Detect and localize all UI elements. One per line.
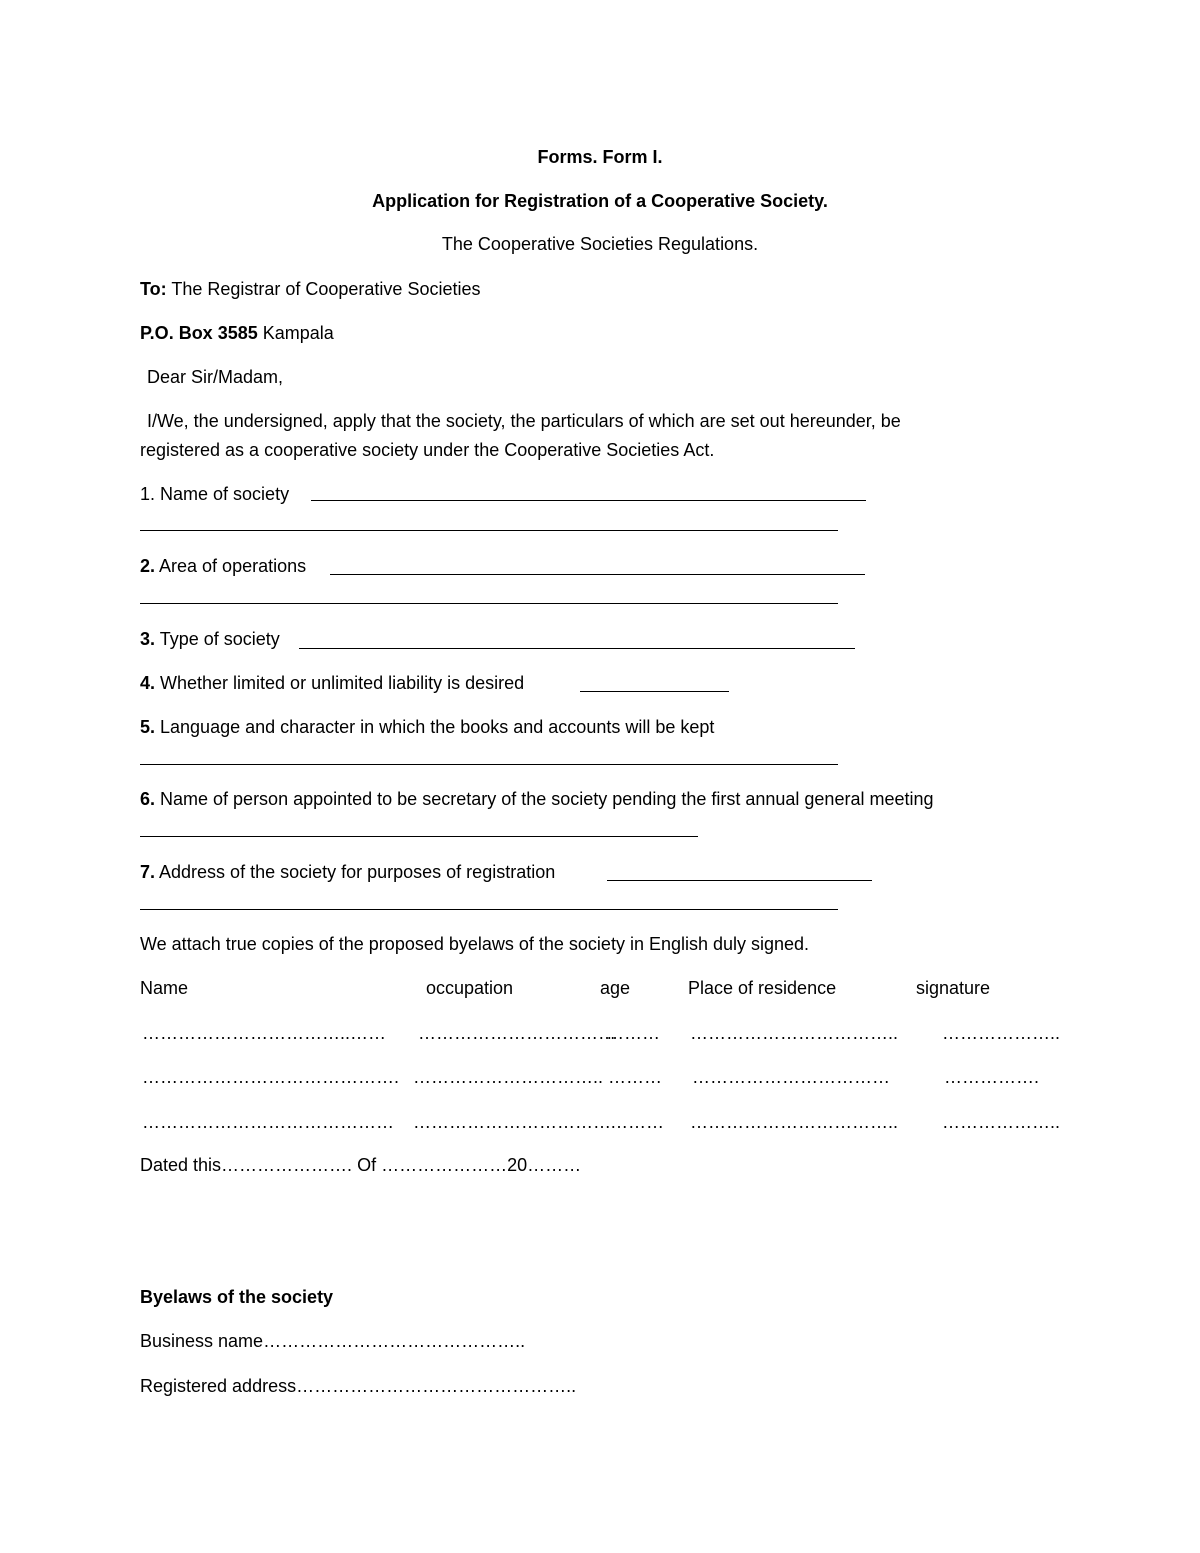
item-6-blank[interactable]	[140, 836, 698, 837]
item-7-label: Address of the society for purposes of registration	[155, 862, 556, 882]
item-3-number: 3.	[140, 629, 156, 649]
item-7-number: 7.	[140, 862, 156, 882]
col-header-age: age	[600, 978, 631, 998]
row-1-age[interactable]: ………	[606, 1023, 660, 1043]
item-5-label: Language and character in which the books and accounts will be kept	[155, 717, 715, 737]
application-title: Application for Registration of a Cooperative Society.	[372, 191, 828, 211]
po-box-line	[140, 322, 334, 344]
dated-line	[140, 1154, 581, 1176]
item-2-blank-1[interactable]	[330, 574, 865, 575]
row-2-residence[interactable]: ……………………………	[692, 1067, 890, 1087]
item-2	[140, 555, 306, 577]
intro-line-1: I/We, the undersigned, apply that the society, the particulars of which are set out hereunder, be	[147, 411, 901, 431]
row-3-name[interactable]: ……………………………………	[142, 1112, 394, 1132]
col-header-signature: signature	[916, 978, 991, 998]
item-7-blank-2[interactable]	[140, 909, 838, 910]
dated-year-prefix: 20	[507, 1155, 528, 1175]
item-1-blank-2[interactable]	[140, 530, 838, 531]
registered-address-label: Registered address	[140, 1376, 297, 1396]
dated-of: Of	[357, 1155, 377, 1175]
row-3-age[interactable]: ………	[610, 1112, 664, 1132]
row-3-residence[interactable]: ……………………………..	[690, 1112, 899, 1132]
row-1-name[interactable]: ……………………………..……	[142, 1023, 387, 1043]
row-3-signature[interactable]: ………………..	[942, 1112, 1061, 1132]
po-box-prefix: P.O. Box 3585	[140, 323, 258, 343]
item-4-label: Whether limited or unlimited liability is desired	[155, 673, 525, 693]
item-5-blank[interactable]	[140, 764, 838, 765]
to-line	[140, 278, 480, 300]
item-2-number: 2.	[140, 556, 156, 576]
row-2-occupation[interactable]: …………………………..	[413, 1067, 604, 1087]
byelaws-heading: Byelaws of the society	[140, 1287, 334, 1307]
item-3-label: Type of society	[155, 629, 280, 649]
row-3-occupation[interactable]: ……………………………	[413, 1112, 611, 1132]
item-3	[140, 628, 280, 650]
item-6-label: Name of person appointed to be secretary of the society pending the first annual general meeting	[155, 789, 934, 809]
col-header-residence: Place of residence	[688, 978, 837, 998]
form-title: Forms. Form I.	[537, 147, 663, 167]
registered-address-line	[140, 1375, 576, 1397]
row-2-name[interactable]: …………………………………….	[142, 1067, 400, 1087]
salutation: Dear Sir/Madam,	[147, 367, 284, 387]
intro-line-2: registered as a cooperative society under the Cooperative Societies Act.	[140, 440, 715, 460]
item-4-number: 4.	[140, 673, 156, 693]
to-text: The Registrar of Cooperative Societies	[166, 279, 481, 299]
business-name-label: Business name	[140, 1331, 264, 1351]
item-4	[140, 672, 524, 694]
item-6-number: 6.	[140, 789, 156, 809]
row-1-signature[interactable]: ………………..	[942, 1023, 1061, 1043]
row-1-occupation[interactable]: ……………………………	[418, 1023, 616, 1043]
item-6	[140, 788, 934, 810]
attach-statement: We attach true copies of the proposed byelaws of the society in English duly signed.	[140, 934, 810, 954]
item-1-number: 1.	[140, 484, 156, 504]
dated-prefix: Dated this	[140, 1155, 222, 1175]
col-header-occupation: occupation	[426, 978, 514, 998]
col-header-name: Name	[140, 978, 189, 998]
item-1	[140, 483, 289, 505]
row-1-residence[interactable]: ……………………………..	[690, 1023, 899, 1043]
dated-day-blank[interactable]: ………………….	[221, 1155, 358, 1175]
to-prefix: To:	[140, 279, 167, 299]
item-1-blank-1[interactable]	[311, 500, 866, 501]
registered-address-blank[interactable]: ………………………………………..	[296, 1376, 577, 1396]
item-2-label: Area of operations	[155, 556, 307, 576]
dated-month-blank[interactable]: …………………	[376, 1155, 508, 1175]
item-7-blank-1[interactable]	[607, 880, 872, 881]
row-2-signature[interactable]: …………….	[944, 1067, 1040, 1087]
item-1-label: Name of society	[155, 484, 290, 504]
dated-year-blank[interactable]: ………	[527, 1155, 582, 1175]
item-5	[140, 716, 714, 738]
item-3-blank[interactable]	[299, 648, 855, 649]
item-7	[140, 861, 555, 883]
regulations-title: The Cooperative Societies Regulations.	[441, 234, 759, 254]
item-2-blank-2[interactable]	[140, 603, 838, 604]
row-2-age[interactable]: ………	[608, 1067, 662, 1087]
item-4-blank[interactable]	[580, 691, 729, 692]
business-name-blank[interactable]: ……………………………………..	[263, 1331, 526, 1351]
business-name-line	[140, 1330, 525, 1352]
item-5-number: 5.	[140, 717, 156, 737]
po-box-text: Kampala	[257, 323, 334, 343]
